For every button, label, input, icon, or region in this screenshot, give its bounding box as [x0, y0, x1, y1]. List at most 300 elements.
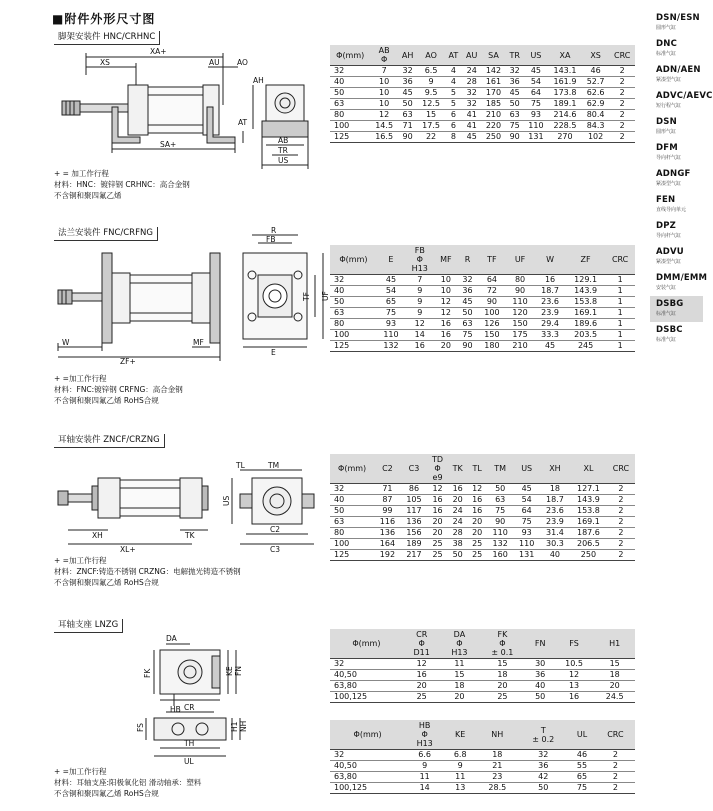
column-header: NH [476, 720, 518, 750]
dim-tm: TM [268, 461, 280, 470]
nav-item[interactable] [650, 88, 713, 114]
column-header: XS [582, 45, 609, 66]
table-cell: 87 [374, 495, 401, 506]
table-cell: 40 [330, 77, 370, 88]
table-cell: 21 [476, 761, 518, 772]
table-cell: 270 [548, 132, 582, 143]
table-cell: 185 [481, 99, 505, 110]
table-cell: 20 [435, 341, 458, 352]
table-cell: 2 [596, 761, 635, 772]
table-cell: 24.5 [594, 692, 635, 703]
dim-ul: UL [184, 757, 194, 766]
table-cell: 80 [506, 275, 534, 286]
column-header: C3 [401, 454, 428, 484]
table-cell: 40 [330, 495, 374, 506]
nav-item[interactable] [650, 244, 703, 270]
table-cell: 72 [478, 286, 506, 297]
table-cell: 20 [441, 692, 479, 703]
table-cell: 90 [457, 341, 478, 352]
nav-item[interactable] [650, 166, 703, 192]
table-row [330, 286, 635, 297]
column-header: XH [540, 454, 570, 484]
nav-sub: 安装气缸 [656, 285, 677, 291]
table-cell: 93 [377, 319, 405, 330]
table-row [330, 495, 635, 506]
table-cell: 6.5 [417, 66, 444, 77]
table-cell: 75 [513, 517, 540, 528]
table-cell: 20 [467, 517, 487, 528]
table-cell: 187.6 [570, 528, 607, 539]
table-cell: 16 [448, 484, 468, 495]
column-header: W [534, 245, 566, 275]
table-row [330, 275, 635, 286]
table-cell: 2 [607, 550, 635, 561]
nav-item[interactable] [650, 36, 703, 62]
table-cell: 16 [427, 495, 448, 506]
table-cell: 2 [607, 506, 635, 517]
table-cell: 25 [427, 539, 448, 550]
table-cell: 12 [403, 659, 441, 670]
table-header-row [330, 454, 635, 484]
dim-ah: AH [253, 76, 264, 85]
table-cell: 250 [570, 550, 607, 561]
nav-sub: 圆形气缸 [656, 25, 677, 31]
table-cell: 100 [330, 121, 370, 132]
table-row [330, 297, 635, 308]
table-cell: 161.9 [548, 77, 582, 88]
table-cell: 5 [445, 88, 462, 99]
table-cell: 7 [370, 66, 397, 77]
table-cell: 18.7 [540, 495, 570, 506]
table-cell: 9 [405, 308, 434, 319]
table-cell: 116 [374, 517, 401, 528]
note: 不含铜和聚四氟乙烯 RoHS合规 [54, 789, 159, 798]
nav-item[interactable] [650, 218, 703, 244]
table-cell: 189.6 [566, 319, 605, 330]
table-cell: 173.8 [548, 88, 582, 99]
column-header: TF [478, 245, 506, 275]
table-cell: 41 [462, 121, 481, 132]
table-cell: 250 [481, 132, 505, 143]
table-cell: 16 [427, 506, 448, 517]
table-cell: 23.9 [534, 308, 566, 319]
table-header-row [330, 720, 635, 750]
note: + =加工作行程 [54, 374, 107, 383]
column-header: AB Φ [370, 45, 397, 66]
table-cell: 75 [568, 783, 596, 794]
column-header: AH [398, 45, 418, 66]
column-header: FB Φ H13 [405, 245, 434, 275]
dim-h1: H1 [230, 721, 239, 732]
table-cell: 75 [506, 121, 524, 132]
table-cell: 50 [330, 506, 374, 517]
table-cell: 9 [405, 761, 444, 772]
nav-item[interactable] [650, 114, 703, 140]
dim-xh: XH [92, 531, 103, 540]
table-cell: 9 [417, 77, 444, 88]
table-row [330, 772, 635, 783]
nav-sub: 圆形气缸 [656, 129, 677, 135]
table-cell: 14.5 [370, 121, 397, 132]
table-cell: 1 [605, 308, 635, 319]
section-label-lnzg: 耳轴支座 LNZG [54, 619, 123, 633]
table-cell: 80 [330, 110, 370, 121]
nav-code: DSN [656, 117, 677, 127]
table-hnc [330, 45, 635, 143]
column-header: AT [445, 45, 462, 66]
table-cell: 32 [330, 659, 403, 670]
column-header: T ± 0.2 [518, 720, 568, 750]
table-header-row [330, 629, 635, 659]
column-header: TL [467, 454, 487, 484]
table-cell: 50 [448, 550, 468, 561]
table-cell: 16 [467, 506, 487, 517]
table-cell: 23.6 [540, 506, 570, 517]
column-header: TR [506, 45, 524, 66]
column-header: R [457, 245, 478, 275]
table-cell: 110 [524, 121, 548, 132]
dim-hb: HB [170, 705, 181, 714]
table-cell: 164 [374, 539, 401, 550]
table-cell: 32 [457, 275, 478, 286]
table-cell: 22 [417, 132, 444, 143]
table-cell: 45 [398, 88, 418, 99]
table-cell: 2 [609, 66, 635, 77]
dim-fn: FN [234, 666, 243, 676]
table-cell: 105 [401, 495, 428, 506]
table-cell: 45 [462, 132, 481, 143]
table-cell: 6.6 [405, 750, 444, 761]
table-cell: 32 [506, 66, 524, 77]
table-cell: 23.6 [534, 297, 566, 308]
table-cell: 50 [330, 297, 377, 308]
drawing-flange-mount [40, 225, 330, 365]
table-lnzg-1 [330, 629, 635, 703]
column-header: FN [527, 629, 554, 659]
table-cell: 28 [448, 528, 468, 539]
dim-uf: UF [321, 291, 330, 301]
table-cell: 2 [609, 110, 635, 121]
table-cell: 110 [506, 297, 534, 308]
column-header: TD Φ e9 [427, 454, 448, 484]
nav-item[interactable] [650, 322, 703, 348]
dim-da: DA [166, 634, 177, 643]
column-header: MF [435, 245, 458, 275]
table-cell: 80.4 [582, 110, 609, 121]
dim-sa: SA+ [160, 140, 177, 149]
table-cell: 110 [513, 539, 540, 550]
dim-c2: C2 [270, 525, 281, 534]
table-cell: 1 [605, 330, 635, 341]
note: 材料：FNC:镀锌钢 CRFNG：高合金钢 [54, 385, 183, 394]
table-cell: 75 [457, 330, 478, 341]
table-cell: 143.9 [570, 495, 607, 506]
note: 不含铜和聚四氟乙烯 [54, 191, 122, 200]
table-cell: 20 [594, 681, 635, 692]
dim-tr: TR [278, 146, 288, 155]
table-header-row [330, 45, 635, 66]
table-row [330, 670, 635, 681]
nav-item[interactable] [650, 270, 708, 296]
table-cell: 20 [427, 528, 448, 539]
table-cell: 18.7 [534, 286, 566, 297]
table-cell: 41 [462, 110, 481, 121]
table-cell: 210 [506, 341, 534, 352]
table-cell: 4 [445, 77, 462, 88]
table-cell: 45 [513, 484, 540, 495]
table-cell: 180 [478, 341, 506, 352]
nav-item[interactable] [650, 62, 703, 88]
column-header: US [513, 454, 540, 484]
column-header: Φ(mm) [330, 629, 403, 659]
note: 不含铜和聚四氟乙烯 RoHS合规 [54, 396, 159, 405]
table-cell: 100,125 [330, 783, 405, 794]
table-row [330, 484, 635, 495]
table-cell: 36 [527, 670, 554, 681]
table-cell: 169.1 [566, 308, 605, 319]
dim-xs: XS [100, 58, 110, 67]
table-cell: 32 [398, 66, 418, 77]
note: + =加工作行程 [54, 767, 107, 776]
dim-ke: KE [225, 666, 234, 676]
table-row [330, 528, 635, 539]
table-cell: 90 [487, 517, 514, 528]
side-nav [650, 10, 713, 348]
table-cell: 15 [594, 659, 635, 670]
dim-mf: MF [193, 338, 204, 347]
table-cell: 80 [330, 528, 374, 539]
section-label-hnc: 脚架安装件 HNC/CRHNC [54, 31, 160, 45]
nav-code: DFM [656, 143, 678, 153]
table-cell: 80 [330, 319, 377, 330]
table-cell: 18 [594, 670, 635, 681]
nav-sub: 标准气缸 [656, 337, 677, 343]
table-cell: 32 [330, 484, 374, 495]
table-cell: 50 [518, 783, 568, 794]
table-cell: 100 [330, 330, 377, 341]
table-row [330, 750, 635, 761]
nav-item[interactable] [650, 192, 703, 218]
table-cell: 2 [607, 539, 635, 550]
table-cell: 63,80 [330, 681, 403, 692]
table-cell: 50 [457, 308, 478, 319]
table-cell: 16 [435, 319, 458, 330]
table-cell: 71 [374, 484, 401, 495]
table-cell: 63 [506, 110, 524, 121]
table-cell: 142 [481, 66, 505, 77]
table-cell: 54 [524, 77, 548, 88]
dim-us: US [278, 156, 289, 165]
table-cell: 40,50 [330, 761, 405, 772]
table-cell: 2 [609, 88, 635, 99]
table-cell: 25 [467, 550, 487, 561]
table-cell: 10 [370, 99, 397, 110]
column-header: SA [481, 45, 505, 66]
table-cell: 2 [596, 772, 635, 783]
table-cell: 143.9 [566, 286, 605, 297]
table-cell: 9.5 [417, 88, 444, 99]
table-cell: 25 [478, 692, 526, 703]
table-cell: 16 [554, 692, 595, 703]
table-cell: 17.5 [417, 121, 444, 132]
table-cell: 125 [330, 341, 377, 352]
column-header: AU [462, 45, 481, 66]
table-cell: 18 [441, 681, 479, 692]
nav-item[interactable] [650, 296, 703, 322]
table-row [330, 319, 635, 330]
table-cell: 63 [330, 308, 377, 319]
nav-item[interactable] [650, 140, 703, 166]
nav-sub: 标准气缸 [656, 51, 677, 57]
table-cell: 8 [445, 132, 462, 143]
dim-fs: FS [136, 723, 145, 732]
dim-tk: TK [185, 531, 195, 540]
table-cell: 125 [330, 550, 374, 561]
table-cell: 206.5 [570, 539, 607, 550]
notes-lnzg [54, 766, 201, 799]
table-cell: 42 [518, 772, 568, 783]
table-row [330, 783, 635, 794]
dim-tl: TL [236, 461, 245, 470]
dim-zf: ZF+ [120, 357, 136, 366]
table-cell: 126 [478, 319, 506, 330]
table-row [330, 506, 635, 517]
table-cell: 1 [605, 275, 635, 286]
table-cell: 110 [487, 528, 514, 539]
table-cell: 10 [370, 77, 397, 88]
dim-us: US [222, 495, 231, 506]
table-cell: 75 [377, 308, 405, 319]
table-cell: 30 [527, 659, 554, 670]
dim-c3: C3 [270, 545, 281, 554]
table-cell: 153.8 [566, 297, 605, 308]
table-cell: 13 [554, 681, 595, 692]
table-cell: 16.5 [370, 132, 397, 143]
nav-code: DSN/ESN [656, 13, 700, 23]
table-cell: 220 [481, 121, 505, 132]
table-cell: 86 [401, 484, 428, 495]
table-cell: 125 [330, 132, 370, 143]
dim-fb: FB [266, 235, 276, 244]
table-cell: 136 [374, 528, 401, 539]
table-cell: 16 [405, 341, 434, 352]
table-cell: 32 [330, 750, 405, 761]
table-cell: 63 [398, 110, 418, 121]
table-cell: 20 [478, 681, 526, 692]
section-label-zncf: 耳轴安装件 ZNCF/CRZNG [54, 434, 165, 448]
table-cell: 63 [330, 99, 370, 110]
nav-item[interactable] [650, 10, 703, 36]
note: + =加工作行程 [54, 556, 107, 565]
table-cell: 1 [605, 286, 635, 297]
table-cell: 29.4 [534, 319, 566, 330]
table-cell: 12 [435, 308, 458, 319]
drawing-trunnion-mount [40, 460, 325, 555]
table-cell: 16 [467, 495, 487, 506]
table-cell: 40,50 [330, 670, 403, 681]
table-cell: 189 [401, 539, 428, 550]
table-cell: 64 [478, 275, 506, 286]
column-header: Φ(mm) [330, 454, 374, 484]
column-header: E [377, 245, 405, 275]
table-cell: 160 [487, 550, 514, 561]
nav-code: ADNGF [656, 169, 691, 179]
column-header: CRC [609, 45, 635, 66]
table-cell: 38 [448, 539, 468, 550]
table-cell: 63 [457, 319, 478, 330]
table-cell: 5 [445, 99, 462, 110]
table-cell: 24 [448, 517, 468, 528]
table-cell: 18 [478, 670, 526, 681]
table-cell: 156 [401, 528, 428, 539]
table-cell: 9 [405, 286, 434, 297]
table-cell: 11 [441, 659, 479, 670]
table-cell: 65 [377, 297, 405, 308]
table-row [330, 761, 635, 772]
table-row [330, 550, 635, 561]
table-cell: 25 [467, 539, 487, 550]
nav-code: FEN [656, 195, 676, 205]
column-header: UL [568, 720, 596, 750]
table-cell: 10 [370, 88, 397, 99]
section-label-fnc: 法兰安装件 FNC/CRFNG [54, 227, 158, 241]
table-cell: 32 [462, 88, 481, 99]
table-cell: 9 [444, 761, 476, 772]
table-cell: 12 [554, 670, 595, 681]
table-cell: 6 [445, 121, 462, 132]
column-header: HB Φ H13 [405, 720, 444, 750]
table-cell: 217 [401, 550, 428, 561]
table-cell: 12 [405, 319, 434, 330]
table-cell: 50 [527, 692, 554, 703]
table-cell: 31.4 [540, 528, 570, 539]
column-header: CRC [607, 454, 635, 484]
table-cell: 20 [427, 517, 448, 528]
table-cell: 32 [330, 275, 377, 286]
table-cell: 50 [398, 99, 418, 110]
nav-sub: 导向杆气缸 [656, 233, 682, 239]
table-cell: 132 [377, 341, 405, 352]
table-cell: 9 [405, 297, 434, 308]
table-cell: 16 [403, 670, 441, 681]
table-cell: 1 [605, 297, 635, 308]
table-cell: 11 [444, 772, 476, 783]
nav-code: DSBG [656, 299, 684, 309]
nav-code: ADVU [656, 247, 684, 257]
table-cell: 28.5 [476, 783, 518, 794]
table-cell: 45 [377, 275, 405, 286]
table-cell: 12 [467, 484, 487, 495]
dim-r: R [271, 226, 277, 235]
table-cell: 136 [401, 517, 428, 528]
column-header: C2 [374, 454, 401, 484]
table-cell: 93 [513, 528, 540, 539]
table-cell: 45 [506, 88, 524, 99]
table-cell: 210 [481, 110, 505, 121]
table-row [330, 539, 635, 550]
table-cell: 12 [370, 110, 397, 121]
table-cell: 11 [405, 772, 444, 783]
table-cell: 36 [398, 77, 418, 88]
table-cell: 214.6 [548, 110, 582, 121]
column-header: KE [444, 720, 476, 750]
table-cell: 10 [435, 286, 458, 297]
table-cell: 16 [534, 275, 566, 286]
table-zncf [330, 454, 635, 561]
drawing-foot-mount [40, 45, 310, 175]
table-cell: 12 [435, 297, 458, 308]
table-cell: 2 [596, 783, 635, 794]
